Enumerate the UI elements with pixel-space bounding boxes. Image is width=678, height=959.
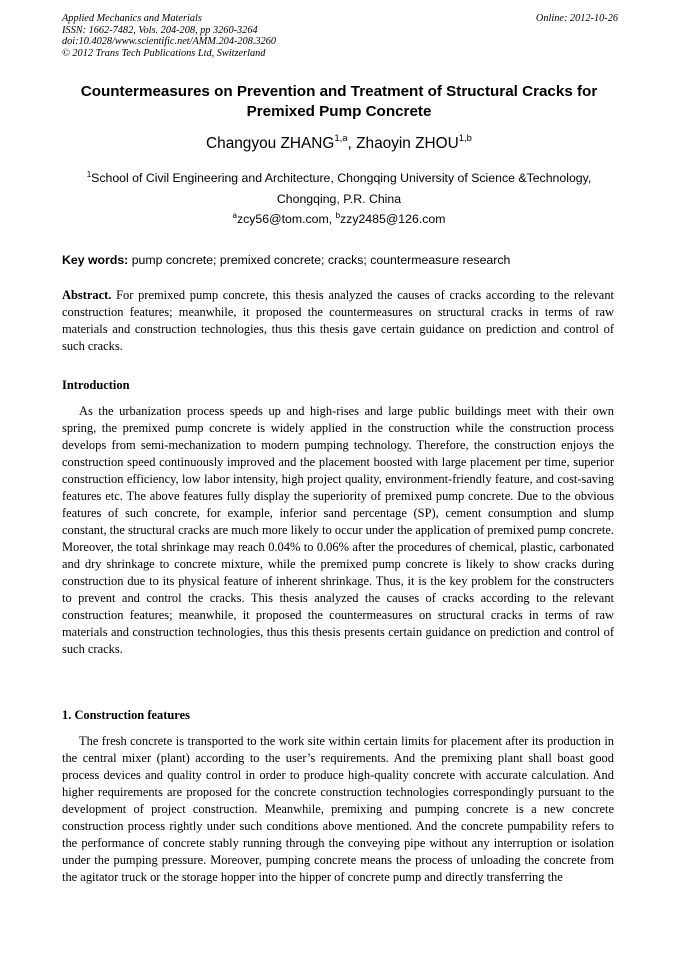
- keywords-text: pump concrete; premixed concrete; cracks; countermeasure research: [128, 253, 511, 267]
- paper-title: Countermeasures on Prevention and Treatment of Structural Cracks for Premixed Pump Concrete: [80, 83, 598, 120]
- email-mark: a: [232, 211, 237, 220]
- section-heading-construction-features: 1. Construction features: [62, 708, 190, 722]
- paragraph: The fresh concrete is transported to the work site within certain limits for placement after its production in the central mixer (plant) according to the user’s requirements. And the premixing plant shall boast good process devices and quality control in order to produce high-quality concrete with accurate calculation. And higher requirements are proposed for the concrete construction technologies correspondingly pursuant to the development of project construction. Meanwhile, premixing and pumping concrete is a new concrete construction process rightly under such conditions above mentioned. And the concrete pumpability refers to the performance of concrete stably running through the conveying pipe without any interruption or isolation under the pumping pressure. Moreover, pumping concrete means the process of unloading the concrete from the agitator truck or the storage hopper into the hipper of concrete pump and directly transferring the: [62, 734, 614, 884]
- issn-line: ISSN: 1662-7482, Vols. 204-208, pp 3260-3264: [62, 24, 258, 36]
- author-separator: ,: [347, 135, 357, 152]
- email-mark: b: [335, 211, 341, 220]
- author-affiliation-mark: 1,b: [458, 133, 472, 144]
- paragraph: As the urbanization process speeds up and high-rises and large public buildings meet with their own spring, the premixed pump concrete is widely applied in the construction while the construction process develops from semi-mechanization to modern pumping technology. Therefore, the construction enjoys the construction speed continuously improved and the placement boosted with large placement per time, superior construction efficiency, low labor intensity, high project quality, environment-friendly feature, and cost-saving features etc. The above features fully display the superiority of premixed pump concrete. Due to the obvious features of such concrete, for example, inferior sand percentage (SP), cement consumption and slump constant, the structural cracks are much more likely to occur under the application of premixed pump concrete. Moreover, the total shrinkage may reach 0.04% to 0.06% after the procedures of chemical, plastic, carbonated and dry shrinkage to concrete mixture, while the premixed pump concrete is likely to show cracks during construction due to its physical feature of inherent shrinkage. Thus, it is the key problem for the constructers to prevent and control the cracks. This thesis analyzed the causes of cracks according to the relevant construction features; meanwhile, it proposed the countermeasures on structural cracks in terms of raw materials and construction technologies, thus this thesis presents certain guidance on prediction and control of such cracks.: [62, 404, 614, 656]
- copyright-line: © 2012 Trans Tech Publications Ltd, Switzerland: [62, 47, 266, 59]
- abstract-label: Abstract.: [62, 288, 112, 302]
- abstract: [62, 287, 614, 355]
- author-list: [50, 135, 628, 153]
- keywords-label: Key words:: [62, 253, 129, 267]
- email-address: zzy2485@126.com: [340, 212, 446, 226]
- author-name: Zhaoyin ZHOU: [356, 135, 459, 152]
- affiliation-text: School of Civil Engineering and Architecture, Chongqing University of Science &Technology, Chongqing, P.R. China: [91, 171, 592, 206]
- affiliation: [60, 168, 618, 210]
- keywords: [62, 252, 618, 268]
- section1-body: [62, 733, 614, 886]
- abstract-text: For premixed pump concrete, this thesis analyzed the causes of cracks according to the relevant construction features; meanwhile, it proposed the countermeasures on structural cracks in terms of raw materials and construction technologies, thus this thesis gave certain guidance on prediction and control of such cracks.: [62, 288, 614, 353]
- journal-header: [62, 13, 618, 59]
- journal-name: Applied Mechanics and Materials: [62, 13, 202, 24]
- email-line: [60, 211, 618, 227]
- doi-line: doi:10.4028/www.scientific.net/AMM.204-208.3260: [62, 36, 277, 48]
- author-name: Changyou ZHANG: [206, 135, 335, 152]
- affiliation-mark: 1: [86, 170, 92, 179]
- email-address: zcy56@tom.com,: [236, 212, 336, 226]
- author-affiliation-mark: 1,a: [334, 133, 348, 144]
- section-heading-introduction: Introduction: [62, 378, 130, 392]
- online-date: Online: 2012-10-26: [535, 13, 618, 24]
- introduction-body: [62, 403, 614, 658]
